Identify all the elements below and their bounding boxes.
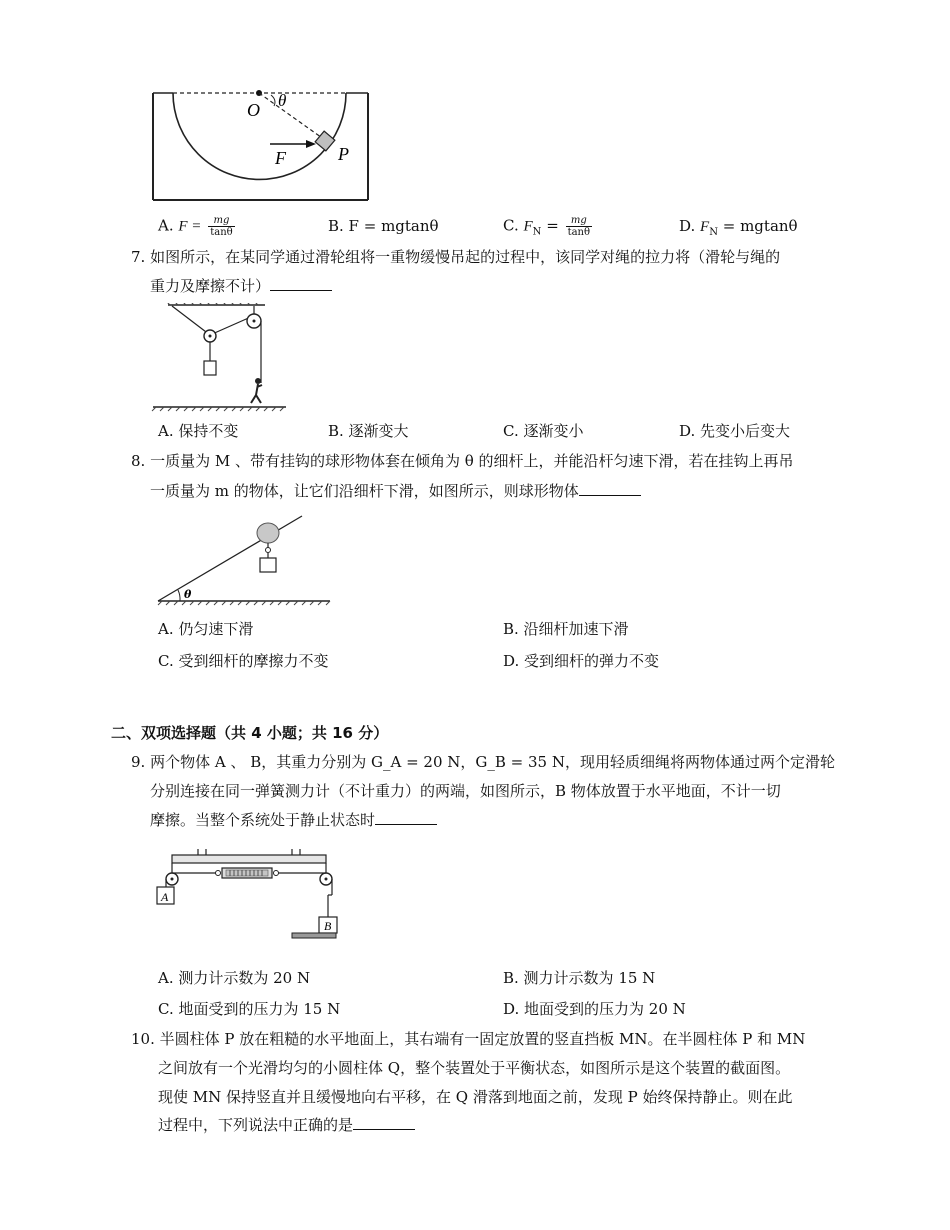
fraction: $\frac{mg}{\tan\theta}$: [210, 215, 233, 238]
label-theta: θ: [184, 588, 192, 601]
fraction: $\frac{mg}{\tan\theta}$: [567, 215, 591, 238]
q8-stem-line2: 一质量为 m 的物体，让它们沿细杆下滑，如图所示，则球形物体: [150, 481, 641, 501]
q10-stem-line3: 现使 MN 保持竖直并且缓慢地向右平移，在 Q 滑落到地面之前，发现 P 始终保持静止。则在此: [158, 1088, 793, 1106]
q6-option-a[interactable]: A. F = $\frac{mg}{\tan\theta}$: [158, 215, 233, 238]
q6-figure: [150, 84, 372, 204]
q6-option-c[interactable]: C. $F_N$ = $\frac{mg}{\tan\theta}$: [503, 215, 591, 238]
label-b: B: [324, 919, 332, 933]
q9-option-d[interactable]: D. 地面受到的压力为 20 N: [503, 1000, 686, 1018]
q8-stem-line1: 8. 一质量为 M 、带有挂钩的球形物体套在倾角为 θ 的细杆上，并能沿杆匀速下滑，若在挂钩上再吊: [131, 452, 794, 470]
q10-stem-line2: 之间放有一个光滑均匀的小圆柱体 Q，整个装置处于平衡状态，如图所示是这个装置的截面图。: [158, 1059, 791, 1077]
q7-option-b[interactable]: B. 逐渐变大: [328, 422, 409, 440]
q9-option-b[interactable]: B. 测力计示数为 15 N: [503, 969, 656, 987]
q9-stem-line2: 分别连接在同一弹簧测力计（不计重力）的两端，如图所示，B 物体放置于水平地面，不计一切: [150, 782, 781, 800]
label-theta: θ: [278, 91, 287, 110]
q10-stem-line1: 10. 半圆柱体 P 放在粗糙的水平地面上，其右端有一固定放置的竖直挡板 MN。在半圆柱体 P 和 MN: [131, 1030, 806, 1048]
q9-option-c[interactable]: C. 地面受到的压力为 15 N: [158, 1000, 341, 1018]
q8-option-d[interactable]: D. 受到细杆的弹力不变: [503, 652, 660, 670]
label-o: O: [247, 100, 260, 120]
label-a: A: [161, 890, 169, 904]
q6-option-b[interactable]: B. F = mgtanθ: [328, 217, 439, 235]
q7-option-a[interactable]: A. 保持不变: [158, 422, 239, 440]
q8-option-c[interactable]: C. 受到细杆的摩擦力不变: [158, 652, 329, 670]
q6-option-d[interactable]: D. $F_N = mgtan\theta$: [679, 217, 798, 238]
answer-blank[interactable]: [579, 481, 641, 496]
q9-option-a[interactable]: A. 测力计示数为 20 N: [158, 969, 311, 987]
q8-option-b[interactable]: B. 沿细杆加速下滑: [503, 620, 629, 638]
q7-stem-line2: 重力及摩擦不计）: [150, 276, 332, 296]
label-f: F: [275, 148, 286, 168]
label-p: P: [338, 144, 349, 164]
q7-option-c[interactable]: C. 逐渐变小: [503, 422, 584, 440]
q8-figure: [150, 508, 332, 608]
q9-stem-line3: 摩擦。当整个系统处于静止状态时: [150, 810, 437, 830]
q7-option-d[interactable]: D. 先变小后变大: [679, 422, 791, 440]
answer-blank[interactable]: [353, 1115, 415, 1130]
q10-stem-line4: 过程中，下列说法中正确的是: [158, 1115, 415, 1135]
q7-figure: [150, 303, 290, 413]
q7-stem-line1: 7. 如图所示，在某同学通过滑轮组将一重物缓慢吊起的过程中，该同学对绳的拉力将（滑轮与绳的: [131, 248, 781, 266]
section-title: 二、双项选择题（共 4 小题；共 16 分）: [111, 724, 389, 742]
q9-stem-line1: 9. 两个物体 A 、 B，其重力分别为 G_A = 20 N，G_B = 35 N，现用轻质细绳将两物体通过两个定滑轮: [131, 753, 835, 771]
q8-option-a[interactable]: A. 仍匀速下滑: [158, 620, 254, 638]
answer-blank[interactable]: [270, 276, 332, 291]
answer-blank[interactable]: [375, 810, 437, 825]
q9-figure: [150, 845, 340, 941]
